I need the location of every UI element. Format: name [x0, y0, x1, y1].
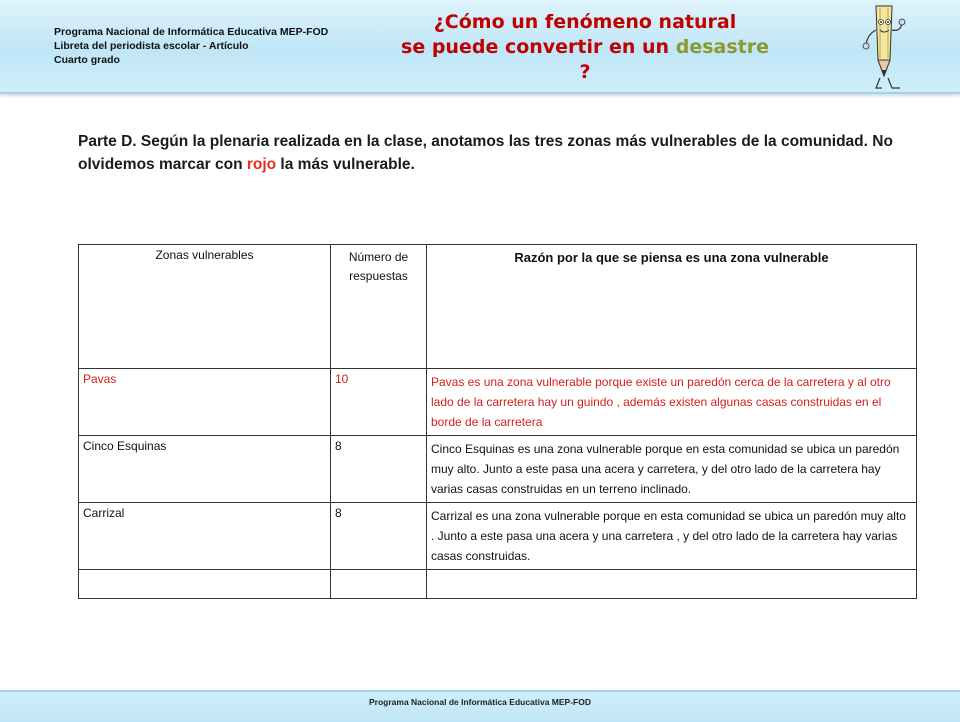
- instructions-paragraph: [78, 130, 928, 176]
- instructions-highlight: rojo: [246, 156, 277, 173]
- header-info: [54, 25, 328, 67]
- count-cell: 8: [331, 503, 427, 570]
- zone-cell: Pavas: [79, 369, 331, 436]
- empty-cell: [79, 570, 331, 599]
- count-cell: 8: [331, 436, 427, 503]
- title-line-2-start: se puede convertir en un: [401, 36, 670, 58]
- table-row: [79, 369, 917, 436]
- page-title: [400, 10, 770, 85]
- table-row: [79, 436, 917, 503]
- title-line-2: [400, 35, 770, 85]
- pencil-mascot-icon: [862, 0, 908, 92]
- empty-cell: [331, 570, 427, 599]
- footer-text: Programa Nacional de Informática Educativa MEP-FOD: [368, 697, 591, 707]
- title-question-mark: ?: [579, 61, 591, 83]
- count-cell: 10: [331, 369, 427, 436]
- title-keyword: desastre: [675, 36, 769, 58]
- header-band: [0, 0, 960, 94]
- empty-cell: [427, 570, 917, 599]
- footer-band: [0, 690, 960, 722]
- program-name: Programa Nacional de Informática Educativa MEP-FOD: [54, 26, 329, 38]
- grade-label: Cuarto grado: [54, 54, 120, 66]
- table-header-row: [79, 245, 917, 369]
- zone-cell: Cinco Esquinas: [79, 436, 331, 503]
- table-row-empty: [79, 570, 917, 599]
- instructions-text-start: Parte D. Según la plenaria realizada en la clase, anotamos las tres zonas más vulnerables de la comunidad. No olvidemos marcar con: [78, 133, 893, 173]
- header-zone: Zonas vulnerables: [79, 245, 331, 369]
- reason-cell: Pavas es una zona vulnerable porque existe un paredón cerca de la carretera y al otro lado de la carretera hay un guindo , además existen algunas casas construidas en el borde de la carretera: [427, 369, 917, 436]
- vulnerable-zones-table: [78, 244, 917, 599]
- header-reason: Razón por la que se piensa es una zona vulnerable: [427, 245, 917, 369]
- notebook-name: Libreta del periodista escolar - Artículo: [54, 40, 249, 52]
- instructions-text-end: la más vulnerable.: [276, 156, 415, 173]
- reason-cell: Carrizal es una zona vulnerable porque en esta comunidad se ubica un paredón muy alto . Junto a este pasa una acera y una carretera , y del otro lado de la carretera hay varias casas construidas.: [427, 503, 917, 570]
- table-row: [79, 503, 917, 570]
- header-count: Número de respuestas: [331, 245, 427, 369]
- reason-cell: Cinco Esquinas es una zona vulnerable porque en esta comunidad se ubica un paredón muy alto. Junto a este pasa una acera y carretera, y del otro lado de la carretera hay varias casas construidas en un terreno inclinado.: [427, 436, 917, 503]
- title-line-1: ¿Cómo un fenómeno natural: [433, 11, 737, 33]
- zone-cell: Carrizal: [79, 503, 331, 570]
